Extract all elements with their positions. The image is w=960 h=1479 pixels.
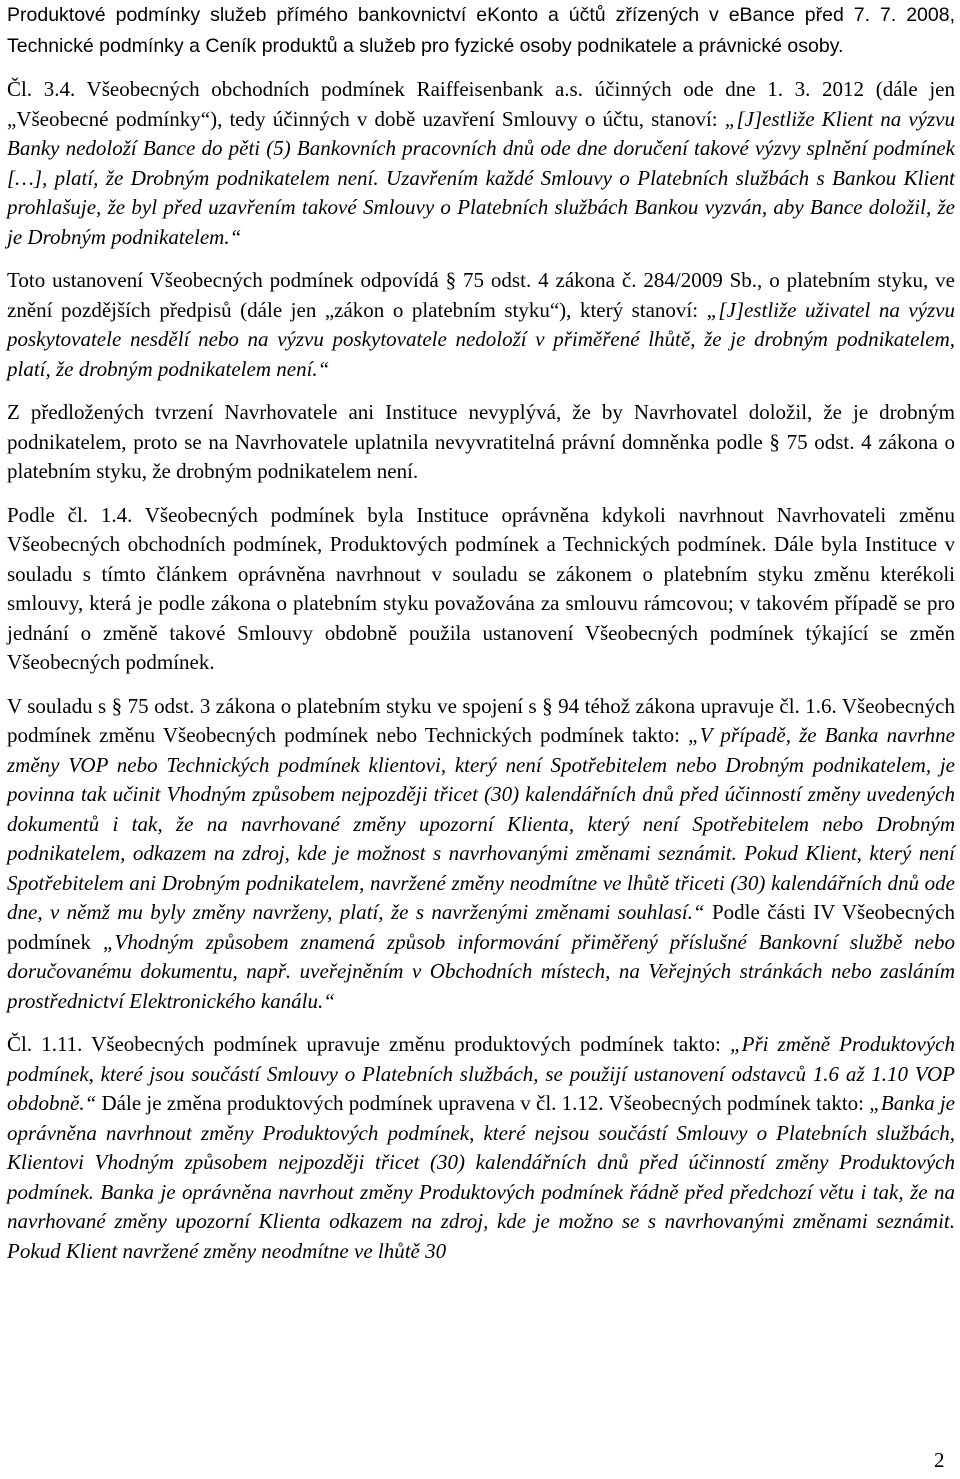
article-3-4-text: Čl. 3.4. Všeobecných obchodních podmínek Raiffeisenbank a.s. účinných ode dne 1. 3. 2012 (dále jen „Všeobecné podmínky“), tedy účinných v době uzavření Smlouvy o účtu, stanoví: [7, 77, 955, 131]
article-1-6-text: V souladu s § 75 odst. 3 zákona o platebním styku ve spojení s § 94 téhož zákona upravuje čl. 1.6. Všeobecných podmínek změnu Všeobecných podmínek nebo Technických podmínek takto: [7, 693, 955, 747]
presumption-text: Z předložených tvrzení Navrhovatele ani Instituce nevyplývá, že by Navrhovatel doložil, že je drobným podnikatelem, proto se na Navrhovatele uplatnila nevyvratitelná právní domněnka podle § 75 odst. 4 zákona o platebním styku, že drobným podnikatelem není. [7, 400, 955, 483]
article-1-6-quote: „V případě, že Banka navrhne změny VOP nebo Technických podmínek klientovi, který není Spotřebitelem nebo Drobným podnikatelem, je povinna tak učinit Vhodným způsobem nejpozději třicet (30) kalendářních dnů před účinností změny uvedených dokumentů i tak, že na navrhované změny upozorní Klienta, který není Spotřebitelem nebo Drobným podnikatelem, odkazem na zdroj, kde je možnost s navrhovanými změnami seznámit. Pokud Klient, který není Spotřebitelem ani Drobným podnikatelem, navržené změny neodmítne ve lhůtě třiceti (30) kalendářních dnů ode dne, v němž mu byly změny navrženy, platí, že s navrženými změnami souhlasí.“ [7, 723, 955, 924]
part-iv-quote: „Vhodným způsobem znamená způsob informování přiměřený příslušné Bankovní službě nebo doručovanému dokumentu, např. uveřejněním v Obchodních místech, na Veřejných stránkách nebo zasláním prostřednictví Elektronického kanálu.“ [7, 929, 955, 1013]
section-75-quote: „[J]estliže uživatel na výzvu poskytovatele nesdělí nebo na výzvu poskytovatele nedoloží v přiměřené lhůtě, že je drobným podnikatelem, platí, že drobným podnikatelem není.“ [7, 297, 955, 381]
paragraph-presumption [7, 398, 955, 487]
paragraph-article-3-4 [7, 75, 955, 252]
article-1-12-text: Dále je změna produktových podmínek upravena v čl. 1.12. Všeobecných podmínek takto: [96, 1091, 870, 1115]
article-1-11-text: Čl. 1.11. Všeobecných podmínek upravuje změnu produktových podmínek takto: [7, 1032, 730, 1056]
section-75-text: Toto ustanovení Všeobecných podmínek odpovídá § 75 odst. 4 zákona č. 284/2009 Sb., o platebním styku, ve znění pozdějších předpisů (dále jen „zákon o platebním styku“), který stanoví: [7, 268, 955, 322]
article-1-4-text: Podle čl. 1.4. Všeobecných podmínek byla Instituce oprávněna kdykoli navrhnout Navrhovateli změnu Všeobecných obchodních podmínek, Produktových podmínek a Technických podmínek. Dále byla Instituce v souladu s tímto článkem oprávněna navrhnout v souladu se zákonem o platebním styku změnu kterékoli smlouvy, která je podle zákona o platebním styku považována za smlouvu rámcovou; v takovém případě se pro jednání o změně takové Smlouvy obdobně použila ustanovení Všeobecných podmínek týkající se změn Všeobecných podmínek. [7, 502, 955, 674]
page-number: 2 [934, 1448, 945, 1472]
intro-text: Produktové podmínky služeb přímého bankovnictví eKonto a účtů zřízených v eBance před 7. 7. 2008, Technické podmínky a Ceník produktů a služeb pro fyzické osoby podnikatele a právnické osoby. [7, 4, 955, 57]
paragraph-section-75 [7, 266, 955, 384]
article-1-11-quote: „Při změně Produktových podmínek, které jsou součástí Smlouvy o Platebních službách, se použijí ustanovení odstavců 1.6 až 1.10 VOP obdobně.“ [7, 1032, 955, 1115]
paragraph-article-1-11 [7, 1030, 955, 1266]
article-1-12-quote: „Banka je oprávněna navrhnout změny Produktových podmínek, které nejsou součástí Smlouvy o Platebních službách, Klientovi Vhodným způsobem nejpozději třicet (30) kalendářních dnů před účinností změny Produktových podmínek. Banka je oprávněna navrhout změny Produktových podmínek řádně před předchozí větu i tak, že na navrhované změny upozorní Klienta odkazem na zdroj, kde je možno se s navrhovanými změnami seznámit. Pokud Klient navržené změny neodmítne ve lhůtě 30 [7, 1091, 955, 1263]
paragraph-article-1-6 [7, 692, 955, 1017]
paragraph-intro [7, 0, 955, 61]
paragraph-article-1-4 [7, 501, 955, 678]
part-iv-text: Podle části IV Všeobecných podmínek [7, 900, 955, 954]
article-3-4-quote: „[J]estliže Klient na výzvu Banky nedoloží Bance do pěti (5) Bankovních pracovních dnů ode dne doručení takové výzvy splnění podmínek […], platí, že Drobným podnikatelem není. Uzavřením každé Smlouvy o Platebních službách s Bankou Klient prohlašuje, že byl před uzavřením takové Smlouvy o Platebních službách Bankou vyzván, aby Bance doložil, že je Drobným podnikatelem.“ [7, 106, 955, 249]
document-body [7, 0, 955, 1266]
